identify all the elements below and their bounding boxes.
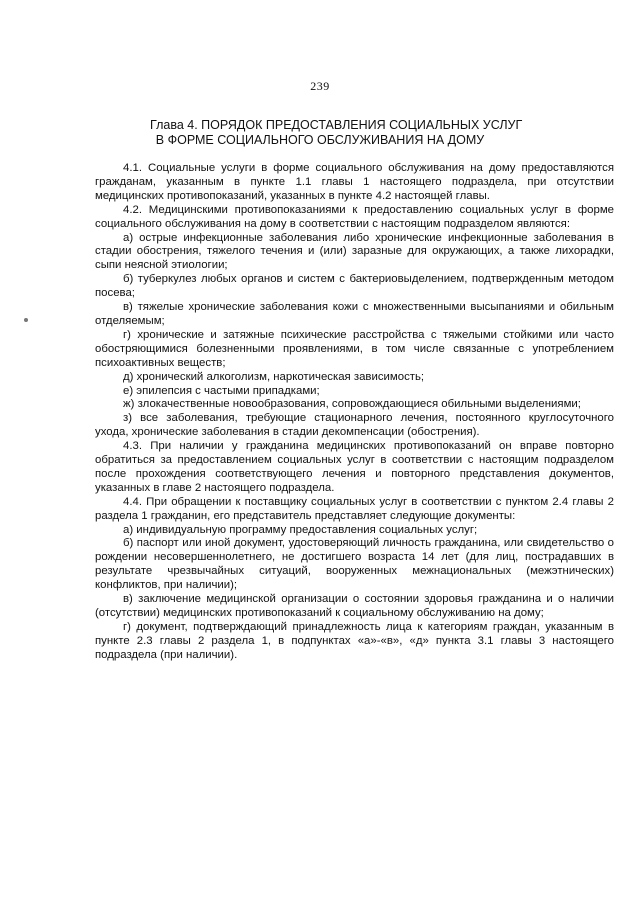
paragraph-4-2-v: в) тяжелые хронические заболевания кожи с множественными высыпаниями и обильным отделяемым; [95,301,614,327]
paragraph-4-2-z: з) все заболевания, требующие стационарного лечения, постоянного круглосуточного ухода, хронические заболевания в стадии декомпенсации (обострения). [95,412,614,439]
paragraph-4-2-a: а) острые инфекционные заболевания либо хронические инфекционные заболевания в стадии обострения, тяжелого течения и (или) заразные для окружающих, а также лихорадки, сыпи неясной этиологии; [95,231,614,272]
chapter-heading-line-2: В ФОРМЕ СОЦИАЛЬНОГО ОБСЛУЖИВАНИЯ НА ДОМУ [155,133,485,147]
document-body [95,162,614,663]
paragraph-4-2-e: е) эпилепсия с частыми припадками; [123,384,320,397]
chapter-heading-line-1: Глава 4. ПОРЯДОК ПРЕДОСТАВЛЕНИЯ СОЦИАЛЬНЫХ УСЛУГ [150,118,523,132]
paragraph-4-4-g: г) документ, подтверждающий принадлежность лица к категориям граждан, указанным в пункте 2.3 главы 2 раздела 1, в подпунктах «а»-«в», «д» пункта 3.1 главы 3 настоящего подраздела (при наличии). [95,620,614,661]
paragraph-4-3: 4.3. При наличии у гражданина медицинских противопоказаний он вправе повторно обратиться за предоставлением социальных услуг в соответствии с настоящим подразделом после прохождения соответствующего лечения и повторного представления документов, указанных в главе 2 настоящего подраздела. [95,440,614,494]
paragraph-4-2-d: д) хронический алкоголизм, наркотическая зависимость; [123,370,425,383]
paragraph-4-4: 4.4. При обращении к поставщику социальных услуг в соответствии с пунктом 2.4 главы 2 раздела 1 гражданин, его представитель представляет следующие документы: [95,495,614,522]
paragraph-4-2-g: г) хронические и затяжные психические расстройства с тяжелыми стойкими или часто обостряющимися болезненными проявлениями, в том числе связанные с употреблением психоактивных веществ; [95,328,614,369]
paragraph-4-2-b: б) туберкулез любых органов и систем с бактериовыделением, подтвержденным методом посева; [95,273,614,300]
paragraph-4-2: 4.2. Медицинскими противопоказаниями к предоставлению социальных услуг в форме социального обслуживания на дому в соответствии с настоящим подразделом являются: [95,203,614,230]
paragraph-4-4-v: в) заключение медицинской организации о состоянии здоровья гражданина и о наличии (отсутствии) медицинских противопоказаний к социальному обслуживанию на дому; [95,593,614,619]
chapter-heading [150,118,523,148]
paragraph-4-2-zh: ж) злокачественные новообразования, сопровождающиеся обильными выделениями; [123,398,581,411]
paragraph-4-1: 4.1. Социальные услуги в форме социального обслуживания на дому предоставляются гражданам, указанным в пункте 1.1 главы 1 настоящего подраздела, при отсутствии медицинских противопоказаний, указанных в пункте 4.2 настоящей главы. [95,162,614,202]
page-number: 239 [310,79,330,93]
paragraph-4-4-b: б) паспорт или иной документ, удостоверяющий личность гражданина, или свидетельство о рождении несовершеннолетнего, не достигшего возраста 14 лет (для лиц, пострадавших в результате чрезвычайных ситуаций, вооруженных межнациональных (межэтнических) конфликтов, при наличии); [95,537,614,592]
paragraph-4-4-a: а) индивидуальную программу предоставления социальных услуг; [123,523,478,536]
scan-speck [24,318,28,322]
